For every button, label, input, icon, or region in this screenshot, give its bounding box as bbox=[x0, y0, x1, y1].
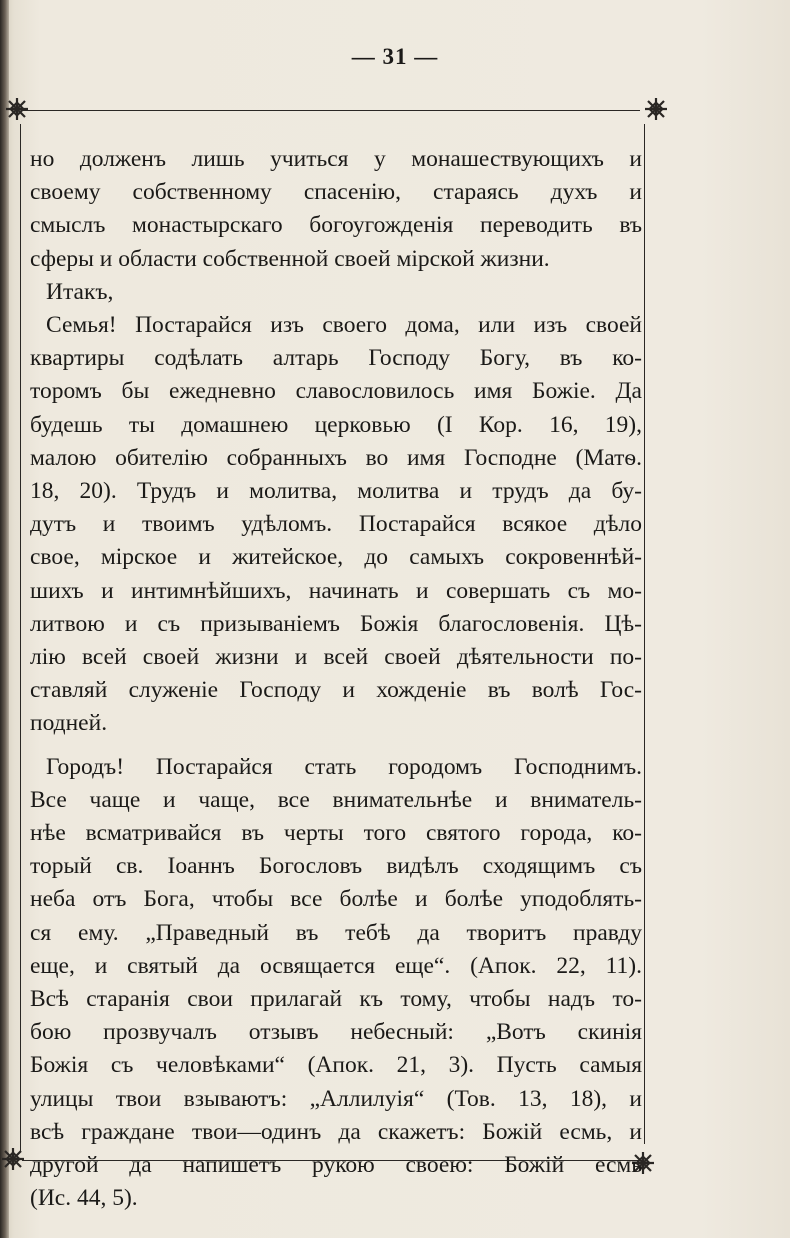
text-line: нѣе всматривайся въ черты того святого города, ко- bbox=[30, 820, 642, 847]
text-line: другой да напишетъ рукою своею: Божій есмь bbox=[30, 1152, 642, 1179]
text-line: Итакъ, bbox=[46, 278, 114, 305]
text-line: торый св. Іоаннъ Богословъ видѣлъ сходящимъ съ bbox=[30, 853, 642, 880]
text-line: еще, и святый да освящается еще“. (Апок. 22, 11). bbox=[30, 952, 642, 979]
text-line: улицы твои взываютъ: „Аллилуія“ (Тов. 13, 18), и bbox=[30, 1085, 642, 1112]
ornament-icon bbox=[4, 96, 30, 122]
text-line: бою прозвучалъ отзывъ небесный: „Вотъ скинія bbox=[30, 1019, 642, 1046]
right-border-rule bbox=[644, 124, 645, 1144]
text-line: Городъ! Постарайся стать городомъ Господнимъ. bbox=[46, 753, 642, 780]
text-line: ся ему. „Праведный въ тебѣ да творитъ правду bbox=[30, 919, 642, 946]
text-line: будешь ты домашнею церковью (I Кор. 16, 19), bbox=[30, 411, 642, 438]
text-line: Все чаще и чаще, все внимательнѣе и вниматель- bbox=[30, 786, 642, 813]
text-line: малою обителію собранныхъ во имя Господне (Матѳ. bbox=[30, 444, 642, 471]
text-line: литвою и съ призываніемъ Божія благословенія. Цѣ- bbox=[30, 610, 642, 637]
text-line: смыслъ монастырскаго богоугожденія переводить въ bbox=[30, 212, 642, 239]
book-spine-shadow bbox=[0, 0, 9, 1238]
text-line: квартиры содѣлать алтарь Господу Богу, въ ко- bbox=[30, 345, 642, 372]
text-line: лію всей своей жизни и всей своей дѣятельности по- bbox=[30, 644, 642, 671]
page-number: — 31 — bbox=[351, 44, 439, 69]
text-line: неба отъ Бога, чтобы все болѣе и болѣе уподоблять- bbox=[30, 886, 642, 913]
text-line: всѣ граждане твои—одинъ да скажетъ: Божій есмь, и bbox=[30, 1118, 642, 1145]
text-line: 18, 20). Трудъ и молитва, молитва и трудъ да бу- bbox=[30, 478, 642, 505]
text-line: торомъ бы ежедневно славословилось имя Божіе. Да bbox=[30, 378, 642, 405]
left-border-rule bbox=[20, 124, 21, 1152]
text-line: свое, мірское и житейское, до самыхъ сокровеннѣй- bbox=[30, 544, 642, 571]
text-line: дутъ и твоимъ удѣломъ. Постарайся всякое дѣло bbox=[30, 511, 642, 538]
text-line: (Ис. 44, 5). bbox=[30, 1185, 138, 1212]
text-line: ставляй служеніе Господу и хожденіе въ волѣ Гос- bbox=[30, 677, 642, 704]
text-line: Божія съ человѣками“ (Апок. 21, 3). Пусть самыя bbox=[30, 1052, 642, 1079]
ornament-icon bbox=[0, 1146, 26, 1172]
text-line: Всѣ старанія свои прилагай къ тому, чтобы надъ то- bbox=[30, 986, 642, 1013]
ornament-icon bbox=[643, 96, 669, 122]
text-line: но долженъ лишь учиться у монашествующихъ и bbox=[30, 146, 642, 172]
text-line: Семья! Постарайся изъ своего дома, или изъ своей bbox=[46, 312, 642, 339]
body-text bbox=[30, 143, 642, 1216]
text-line: своему собственному спасенію, стараясь духъ и bbox=[30, 179, 642, 206]
text-line: подней. bbox=[30, 710, 108, 737]
top-border-rule bbox=[22, 110, 640, 111]
paragraph-gap bbox=[30, 741, 642, 751]
text-line: шихъ и интимнѣйшихъ, начинать и совершать съ мо- bbox=[30, 577, 642, 604]
text-line: сферы и области собственной своей мірской жизни. bbox=[30, 245, 550, 272]
